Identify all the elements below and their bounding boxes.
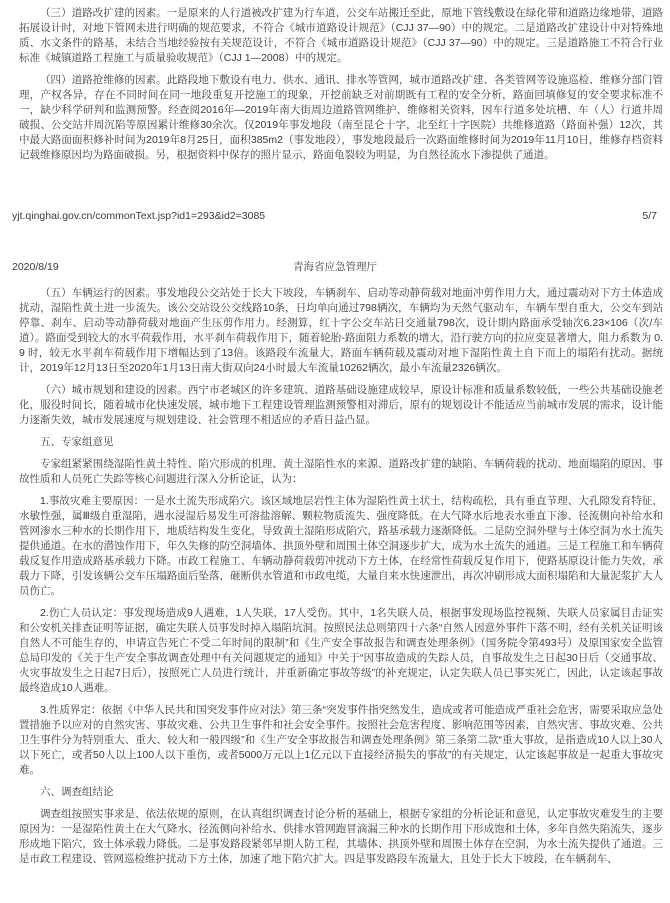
heading-investigation-conclusion: 六、调查组结论 <box>40 786 114 798</box>
print-header <box>0 261 670 274</box>
paragraph-nature-determination: 3.性质界定：依据《中华人民共和国突发事件应对法》第三条“突发事件指突然发生，造成或者可能造成严重社会危害，需要采取应急处置措施予以应对的自然灾害、事故灾难、公共卫生事件和社会安全事件。按照社会危害程度、影响范围等因素，自然灾害、事故灾难、公共卫生事件分为特别重大、重大、较大和一般四级”和《生产安全事故报告和调查处理条例》第三条第二款“重大事故，是指造成10人以上30人以下死亡，或者50人以上100人以下重伤，或者5000万元以上1亿元以下直接经济损失的事故”的有关规定，认定该起事故是一起重大事故灾难。 <box>19 704 663 776</box>
header-org-title: 青海省应急管理厅 <box>293 261 377 273</box>
page5-content <box>0 0 670 163</box>
heading-expert-group-opinions: 五、专家组意见 <box>40 436 114 448</box>
paragraph-road-expansion-factors: （三）道路改扩建的因素。一是原来的人行道被改扩建为行车道，公交车站搬迁至此，原地下管线敷设在绿化带和道路边缘地带，道路拓展设计时，对地下管网未进行明确的规范要求，不符合《城市道路设计规范》（CJJ 37—90）中的规定。二是道路改扩建设计中对特殊地质、水文条件的路基，未结合当地经验按有关规范设计，不符合《城市道路设计规范》（CJJ 37—90）中的规定。三是道路施工不符合行业标准《城镇道路工程施工与质量验收规范》（CJJ 1—2008）中的规定。 <box>19 7 663 64</box>
paragraph-urban-planning-factors: （六）城市规划和建设的因素。西宁市老城区的许多建筑、道路基础设施建成较早，原设计标准和质量系数较低，一些公共基础设施老化，服役时间长，随着城市化快速发展，城市地下工程建设管理监测预警相对滞后，原有的规划设计不能适应当前城市发展的需求，设计能力逐渐失效，城市发展速度与规划建设、社会管理不相适应的矛盾日益凸显。 <box>19 384 663 426</box>
paragraph-road-repair-factors: （四）道路抢维修的因素。此路段地下敷设有电力、供水、通讯、排水等管网，城市道路改扩建、各类管网等设施巡检、维修分部门管理，产权各异，存在不同时间在同一地段重复开挖施工的现象，开挖前缺乏对前期既有工程的安全分析，路面回填修复的安全要求标准不一，缺少科学研判和监测预警。经查阅2016年—2019年南大街周边道路管网维护、维修相关资料，因车行道多处坑槽、车（人）行道井周破损、公交站井周沉陷等原因累计维修30余次。仅2019年事发地段（南至昆仑十字，北至红十字医院）共维修道路（路面补强）12次，其中最大路面面积修补时间为2019年8月25日，面积385m2（事发地段），事发地段最后一次路面维修时间为2019年11月10日，维修存档资料记载维修原因均为路面破损。另，根据资料中保存的照片显示，路面龟裂较为明显，为自然径流水下渗提供了通道。 <box>19 74 663 161</box>
footer-url: yjt.qinghai.gov.cn/commonText.jsp?id1=293&id2=3085 <box>12 210 266 222</box>
paragraph-casualty-determination: 2.伤亡人员认定：事发现场造成9人遇难，1人失联，17人受伤。其中，1名失联人员，根据事发现场监控视频、失联人员家属目击证实和公安机关排查证明等证据，确定失联人员事发时掉入塌陷坑洞。按照民法总则第四十六条“自然人因意外事件下落不明，经有关机关证明该自然人不可能生存的，申请宣告死亡不受二年时间的限制”和《生产安全事故报告和调查处理条例》（国务院令第493号）及原国家安全监管总局印发的《关于生产安全事故调查处理中有关问题规定的通知》中关于“因事故造成的失踪人员，自事故发生之日起30日后（交通事故、火灾事故发生之日起7日后），按照死亡人员进行统计，并重新确定事故等级”的补充规定，认定失联人员已事实死亡，因此，认定该起事故最终造成10人遇难。 <box>19 607 663 694</box>
print-footer <box>0 210 670 223</box>
paragraph-investigation-conclusion: 调查组按照实事求是、依法依规的原则，在认真组织调查讨论分析的基础上，根据专家组的分析论证和意见，认定事故灾难发生的主要原因为：一是湿陷性黄土在大气降水、径流侧向补给水、供排水管网跑冒滴漏三种水的长期作用下形成饱和土体，多年自然失陷流失，逐步形成地下陷穴，致土体承载力降低。二是事发路段紧邻早期人防工程，其墙体、拱顶外壁和周围土体存在空洞，为水土流失提供了通道。三是市政工程建设、管网巡检维护扰动下方土体，加速了地下陷穴扩大。四是事发路段车流量大，且处于长大下坡段，在车辆刹车、 <box>19 808 663 865</box>
paragraph-accident-main-causes: 1.事故灾难主要原因：一是水土流失形成陷穴。该区域地层岩性主体为湿陷性黄土状土，结构疏松，具有垂直节理、大孔隙发育特征，水敏性强，属Ⅲ级自重湿陷，遇水浸湿后易发生可溶盐溶解、颗粒物质流失、强度降低。在大气降水后地表水垂直下渗、径流侧向补给水和管网渗水三种水的长期作用下，地质结构发生变化，导致黄土湿陷形成陷穴，路基承载力逐渐降低。二是防空洞外壁与土体空洞为水土流失提供通道。在水的潜蚀作用下，年久失修的防空洞墙体、拱顶外壁和周围土体空洞逐步扩大，成为水土流失的通道。三是工程施工和车辆荷载反复作用造成路基承载力下降。市政工程施工、车辆动静荷载剪冲扰动下方土体，在经常性荷载反复作用下，使路基原设计能力失效，承载力下降，引发该辆公交车压塌路面后坠落，砸断供水管道和市政电缆，大量自来水快速泄出，再次冲刷形成大面积塌陷和大量泥浆扩大人员伤亡。 <box>19 495 663 597</box>
page6-content <box>0 274 670 867</box>
paragraph-vehicle-operation-factors: （五）车辆运行的因素。事发地段公交站处于长大下坡段，车辆刹车、启动等动静荷载对地面冲剪作用力大，通过震动对下方土体造成扰动，湿陷性黄土进一步流失。该公交站设公交线路10条，日均单向通过798辆次，车辆均为天然气驱动车，车辆车型自重大，公交车到站停靠、刹车、启动等动静荷载对地面产生压剪作用力。经测算，红十字公交车站日交通量798次，设计期内路面承受轴次6.23×106（次/车道）。路面受到较大的水平荷载作用，水平刹车荷载作用下，随着轮胎-路面阻力系数的增大，沿行驶方向的拉应变显著增大，阻力系数为 0.9 时，较无水平刹车荷载作用下增幅达到了13倍。该路段车流量大，路面车辆荷载及震动对地下湿陷性黄土自下而上的塌陷有扰动。据统计，2019年12月13日至2020年1月13日南大街双向24小时最大车流量10262辆次，最小车流量2326辆次。 <box>19 287 663 374</box>
footer-page-number: 5/7 <box>642 210 657 222</box>
header-date: 2020/8/19 <box>12 261 59 273</box>
paragraph-expert-intro: 专家组紧紧围绕湿陷性黄土特性、陷穴形成的机理、黄土湿陷性水的来源、道路改扩建的缺陷、车辆荷载的扰动、地面塌陷的原因、事故性质和人员死亡失踪等核心问题进行深入分析论证，认为： <box>19 458 663 485</box>
